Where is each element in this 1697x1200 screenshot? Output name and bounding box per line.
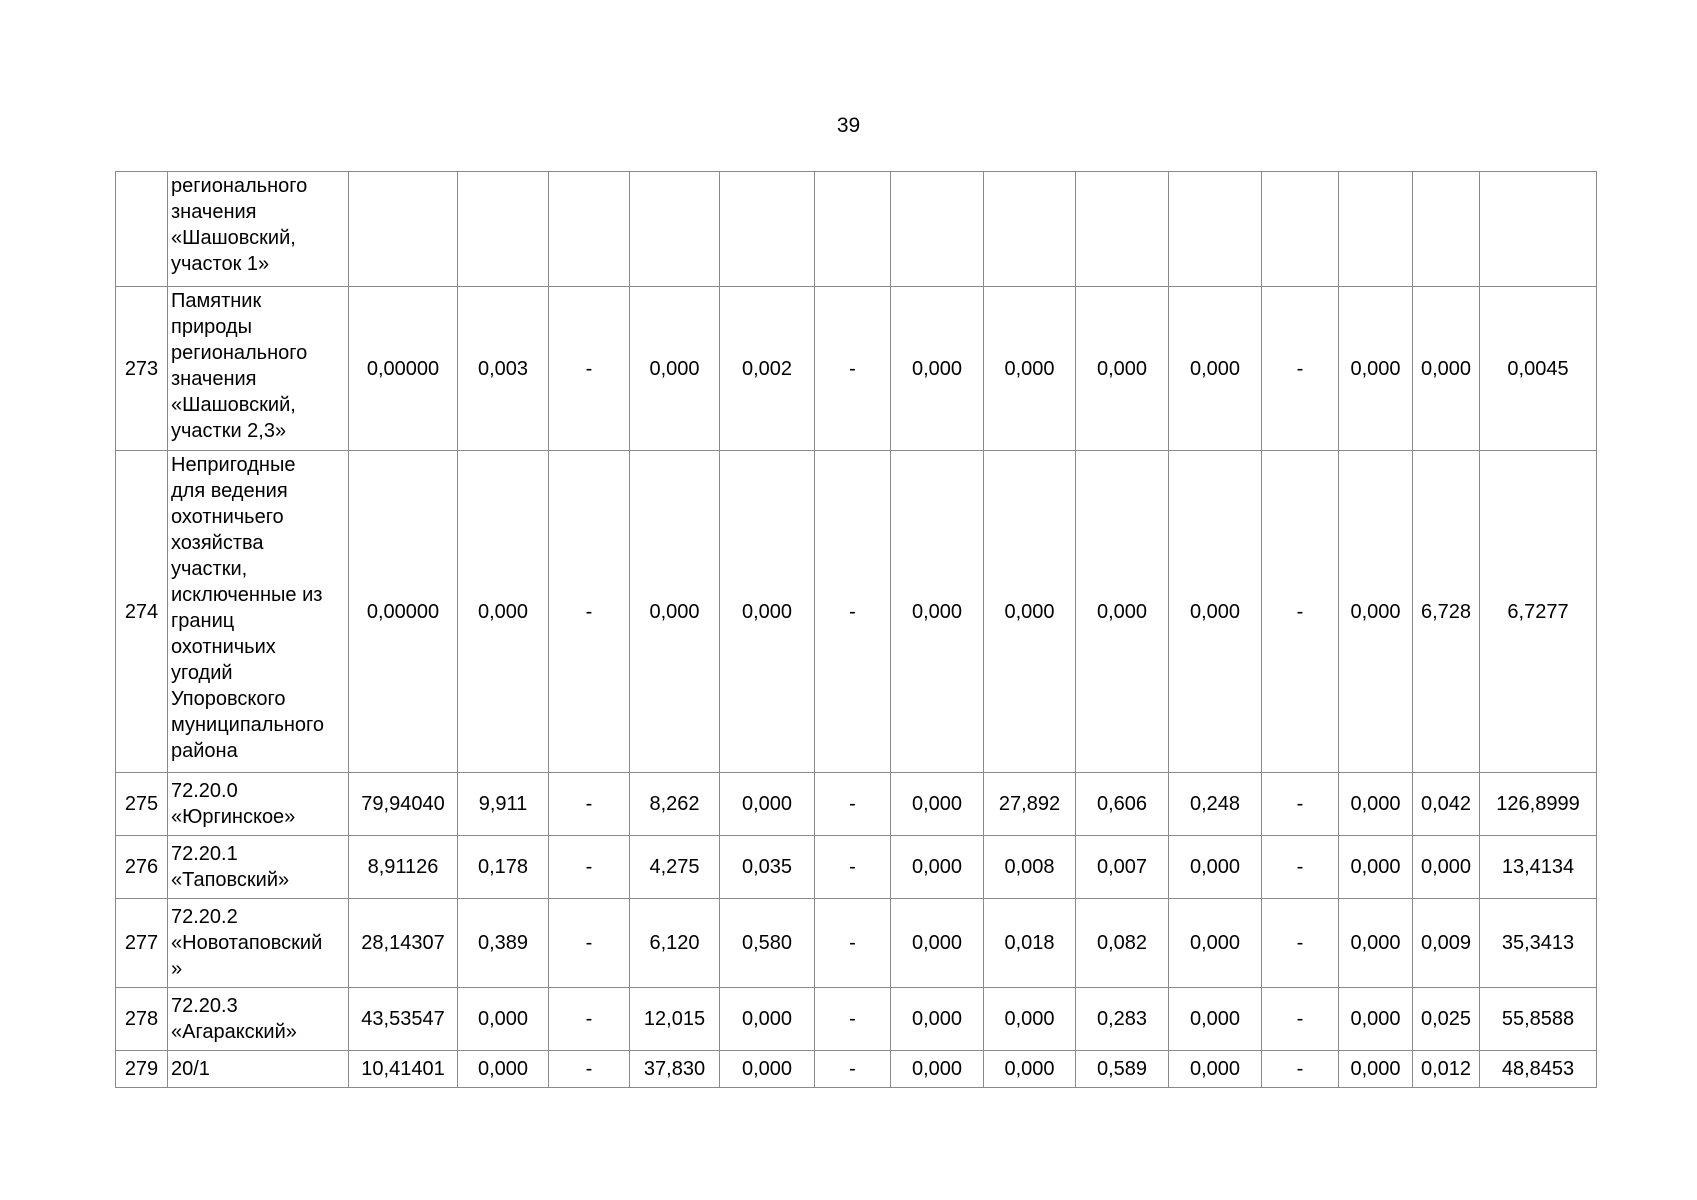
- value-cell: 0,00000: [349, 451, 458, 773]
- value-cell: 6,728: [1413, 451, 1480, 773]
- row-name-line: «Агаракский»: [171, 1021, 297, 1043]
- value-cell: -: [549, 451, 630, 773]
- row-name-line: исключенные из: [171, 584, 323, 606]
- row-number-cell: [116, 172, 168, 287]
- value-cell: -: [549, 836, 630, 899]
- row-name-line: участок 1»: [171, 253, 270, 275]
- row-name-line: Памятник: [171, 290, 262, 312]
- value-cell: 28,14307: [349, 899, 458, 988]
- value-cell: [1480, 172, 1597, 287]
- value-cell: -: [549, 988, 630, 1051]
- value-cell: 0,000: [984, 287, 1076, 451]
- row-name-line: значения: [171, 201, 257, 223]
- value-cell: [1413, 172, 1480, 287]
- value-cell: 0,580: [720, 899, 815, 988]
- value-cell: 0,000: [720, 988, 815, 1051]
- value-cell: -: [1262, 836, 1339, 899]
- row-name-line: регионального: [171, 342, 308, 364]
- value-cell: 0,000: [1339, 988, 1413, 1051]
- row-name-cell: [168, 988, 349, 1051]
- value-cell: 0,008: [984, 836, 1076, 899]
- value-cell: 0,000: [458, 451, 549, 773]
- value-cell: 0,042: [1413, 773, 1480, 836]
- value-cell: 0,606: [1076, 773, 1169, 836]
- value-cell: 0,000: [891, 773, 984, 836]
- table-row: [116, 899, 1597, 988]
- row-number-cell: 275: [116, 773, 168, 836]
- value-cell: 0,000: [891, 287, 984, 451]
- value-cell: 0,000: [630, 287, 720, 451]
- value-cell: 0,000: [984, 451, 1076, 773]
- row-name-line: «Новотаповский: [171, 932, 323, 954]
- value-cell: 0,248: [1169, 773, 1262, 836]
- value-cell: 4,275: [630, 836, 720, 899]
- value-cell: 0,000: [1169, 988, 1262, 1051]
- row-name-line: для ведения: [171, 480, 288, 502]
- value-cell: 35,3413: [1480, 899, 1597, 988]
- row-name-cell: [168, 836, 349, 899]
- value-cell: 27,892: [984, 773, 1076, 836]
- row-name-line: «Шашовский,: [171, 227, 296, 249]
- value-cell: 0,000: [891, 451, 984, 773]
- value-cell: [1076, 172, 1169, 287]
- row-number-cell: 274: [116, 451, 168, 773]
- value-cell: -: [1262, 1051, 1339, 1088]
- value-cell: 0,007: [1076, 836, 1169, 899]
- row-name-line: «Таповский»: [171, 869, 290, 891]
- value-cell: 10,41401: [349, 1051, 458, 1088]
- value-cell: [815, 172, 891, 287]
- value-cell: 48,8453: [1480, 1051, 1597, 1088]
- value-cell: [549, 172, 630, 287]
- value-cell: -: [1262, 287, 1339, 451]
- row-name-cell: [168, 287, 349, 451]
- value-cell: 0,000: [1413, 287, 1480, 451]
- value-cell: [349, 172, 458, 287]
- value-cell: -: [1262, 773, 1339, 836]
- table-row: [116, 287, 1597, 451]
- row-name-cell: [168, 172, 349, 287]
- value-cell: 0,00000: [349, 287, 458, 451]
- value-cell: -: [1262, 988, 1339, 1051]
- value-cell: 0,000: [984, 1051, 1076, 1088]
- value-cell: [1169, 172, 1262, 287]
- value-cell: 0,000: [1339, 1051, 1413, 1088]
- value-cell: 0,000: [720, 773, 815, 836]
- row-name-line: границ: [171, 610, 235, 632]
- value-cell: 126,8999: [1480, 773, 1597, 836]
- value-cell: 0,389: [458, 899, 549, 988]
- row-name-cell: [168, 773, 349, 836]
- row-name-line: 72.20.3: [171, 995, 238, 1017]
- row-name-line: охотничьих: [171, 636, 276, 658]
- row-name-line: 72.20.1: [171, 843, 238, 865]
- row-name-line: хозяйства: [171, 532, 264, 554]
- value-cell: 0,000: [1339, 287, 1413, 451]
- value-cell: 43,53547: [349, 988, 458, 1051]
- value-cell: 0,000: [1076, 451, 1169, 773]
- value-cell: -: [549, 287, 630, 451]
- value-cell: -: [815, 836, 891, 899]
- value-cell: 0,002: [720, 287, 815, 451]
- value-cell: 0,035: [720, 836, 815, 899]
- value-cell: 0,000: [458, 988, 549, 1051]
- row-name-cell: [168, 451, 349, 773]
- value-cell: 0,000: [1169, 836, 1262, 899]
- row-name-line: природы: [171, 316, 252, 338]
- value-cell: 0,000: [1339, 836, 1413, 899]
- value-cell: 0,000: [630, 451, 720, 773]
- value-cell: [891, 172, 984, 287]
- value-cell: 79,94040: [349, 773, 458, 836]
- row-name-line: муниципального: [171, 714, 325, 736]
- value-cell: -: [1262, 451, 1339, 773]
- value-cell: 0,000: [984, 988, 1076, 1051]
- value-cell: -: [1262, 899, 1339, 988]
- value-cell: 0,003: [458, 287, 549, 451]
- page-number: 39: [836, 114, 861, 137]
- value-cell: [984, 172, 1076, 287]
- value-cell: 8,91126: [349, 836, 458, 899]
- value-cell: -: [815, 451, 891, 773]
- value-cell: 0,025: [1413, 988, 1480, 1051]
- value-cell: -: [815, 899, 891, 988]
- row-name-cell: [168, 899, 349, 988]
- value-cell: 0,000: [891, 899, 984, 988]
- value-cell: 9,911: [458, 773, 549, 836]
- data-table: [115, 171, 1597, 1088]
- value-cell: -: [549, 899, 630, 988]
- value-cell: 0,000: [720, 451, 815, 773]
- table-row: [116, 1051, 1597, 1088]
- row-name-line: Непригодные: [171, 454, 296, 476]
- row-number-cell: 276: [116, 836, 168, 899]
- value-cell: 0,000: [891, 836, 984, 899]
- value-cell: 0,589: [1076, 1051, 1169, 1088]
- row-name-line: Упоровского: [171, 688, 286, 710]
- row-name-line: «Юргинское»: [171, 806, 296, 828]
- table-row: [116, 836, 1597, 899]
- value-cell: -: [549, 773, 630, 836]
- table-row: [116, 172, 1597, 287]
- row-name-line: 72.20.0: [171, 780, 238, 802]
- row-name-line: регионального: [171, 175, 308, 197]
- row-name-line: участки,: [171, 558, 248, 580]
- value-cell: 0,082: [1076, 899, 1169, 988]
- value-cell: 0,009: [1413, 899, 1480, 988]
- row-number-cell: 273: [116, 287, 168, 451]
- row-name-line: значения: [171, 368, 257, 390]
- row-name-line: 72.20.2: [171, 906, 238, 928]
- row-number-cell: 277: [116, 899, 168, 988]
- value-cell: 0,000: [1076, 287, 1169, 451]
- row-name-line: угодий: [171, 662, 233, 684]
- value-cell: 55,8588: [1480, 988, 1597, 1051]
- value-cell: -: [815, 1051, 891, 1088]
- value-cell: 12,015: [630, 988, 720, 1051]
- value-cell: 0,000: [1339, 773, 1413, 836]
- table-row: [116, 773, 1597, 836]
- value-cell: [1339, 172, 1413, 287]
- value-cell: 13,4134: [1480, 836, 1597, 899]
- value-cell: 0,018: [984, 899, 1076, 988]
- value-cell: 0,000: [1169, 451, 1262, 773]
- row-name-line: »: [171, 958, 183, 980]
- row-name-line: участки 2,3»: [171, 420, 287, 442]
- row-name-line: района: [171, 740, 238, 762]
- value-cell: 0,000: [1169, 899, 1262, 988]
- value-cell: [720, 172, 815, 287]
- value-cell: 6,7277: [1480, 451, 1597, 773]
- value-cell: 0,178: [458, 836, 549, 899]
- row-name-line: «Шашовский,: [171, 394, 296, 416]
- value-cell: 0,000: [458, 1051, 549, 1088]
- value-cell: 0,000: [1169, 1051, 1262, 1088]
- value-cell: -: [815, 287, 891, 451]
- value-cell: 37,830: [630, 1051, 720, 1088]
- value-cell: 0,0045: [1480, 287, 1597, 451]
- row-name-cell: [168, 1051, 349, 1088]
- value-cell: 0,000: [891, 1051, 984, 1088]
- table-row: [116, 988, 1597, 1051]
- value-cell: 0,000: [720, 1051, 815, 1088]
- value-cell: 0,000: [1169, 287, 1262, 451]
- value-cell: 0,000: [1339, 451, 1413, 773]
- row-name-line: охотничьего: [171, 506, 284, 528]
- value-cell: [630, 172, 720, 287]
- value-cell: 0,000: [1339, 899, 1413, 988]
- table-row: [116, 451, 1597, 773]
- value-cell: -: [815, 773, 891, 836]
- value-cell: 8,262: [630, 773, 720, 836]
- value-cell: [1262, 172, 1339, 287]
- row-number-cell: 278: [116, 988, 168, 1051]
- row-number-cell: 279: [116, 1051, 168, 1088]
- value-cell: 6,120: [630, 899, 720, 988]
- value-cell: -: [549, 1051, 630, 1088]
- row-name-line: 20/1: [171, 1058, 210, 1080]
- value-cell: [458, 172, 549, 287]
- value-cell: 0,000: [891, 988, 984, 1051]
- value-cell: -: [815, 988, 891, 1051]
- value-cell: 0,012: [1413, 1051, 1480, 1088]
- value-cell: 0,000: [1413, 836, 1480, 899]
- value-cell: 0,283: [1076, 988, 1169, 1051]
